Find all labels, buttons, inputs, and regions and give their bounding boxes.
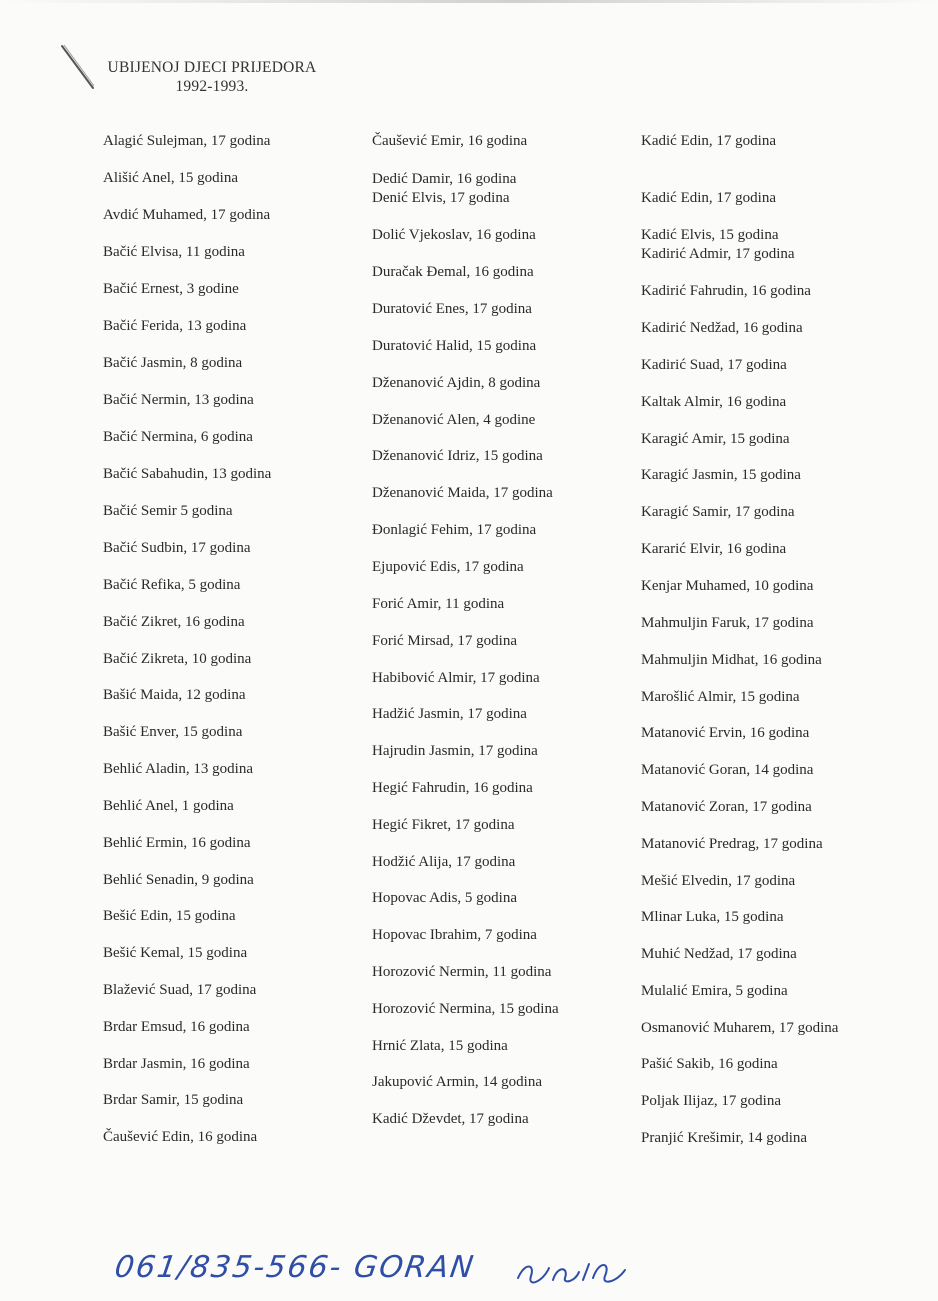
name-entry: Behlić Aladin, 13 godina <box>103 761 253 777</box>
name-entry: Bačić Nermin, 13 godina <box>103 392 254 408</box>
name-entry: Kadirić Admir, 17 godina <box>641 246 795 262</box>
name-entry: Dženanović Idriz, 15 godina <box>372 448 543 464</box>
name-entry: Hrnić Zlata, 15 godina <box>372 1038 508 1054</box>
name-entry: Matanović Ervin, 16 godina <box>641 725 810 741</box>
name-entry: Marošlić Almir, 15 godina <box>641 689 800 705</box>
name-entry: Jakupović Armin, 14 godina <box>372 1074 542 1090</box>
name-entry: Kadirić Suad, 17 godina <box>641 357 787 373</box>
name-entry: Đonlagić Fehim, 17 godina <box>372 522 537 538</box>
name-entry: Hadžić Jasmin, 17 godina <box>372 706 527 722</box>
name-entry: Dolić Vjekoslav, 16 godina <box>372 227 536 243</box>
name-entry: Karagić Jasmin, 15 godina <box>641 467 801 483</box>
name-entry: Bačić Nermina, 6 godina <box>103 429 253 445</box>
name-entry: Dženanović Maida, 17 godina <box>372 485 553 501</box>
name-entry: Duračak Đemal, 16 godina <box>372 264 534 280</box>
name-entry: Bašić Maida, 12 godina <box>103 687 246 703</box>
name-entry: Bačić Ferida, 13 godina <box>103 318 247 334</box>
signature-scribble-icon <box>513 1252 633 1292</box>
handwritten-note <box>112 1250 655 1298</box>
name-entry: Forić Amir, 11 godina <box>372 596 505 612</box>
name-entry: Behlić Ermin, 16 godina <box>103 835 251 851</box>
name-entry: Brdar Jasmin, 16 godina <box>103 1056 250 1072</box>
name-entry: Brdar Samir, 15 godina <box>103 1092 244 1108</box>
name-entry: Horozović Nermina, 15 godina <box>372 1001 559 1017</box>
name-entry: Karagić Samir, 17 godina <box>641 504 795 520</box>
name-entry: Hodžić Alija, 17 godina <box>372 854 516 870</box>
name-entry: Ejupović Edis, 17 godina <box>372 559 524 575</box>
name-entry: Mahmuljin Midhat, 16 godina <box>641 652 822 668</box>
name-entry: Čaušević Edin, 16 godina <box>103 1129 258 1145</box>
name-entry: Kadirić Fahrudin, 16 godina <box>641 283 811 299</box>
title-line-2: 1992-1993. <box>175 78 249 95</box>
name-entry: Blažević Suad, 17 godina <box>103 982 257 998</box>
name-entry: Mešić Elvedin, 17 godina <box>641 873 796 889</box>
name-entry: Bačić Ernest, 3 godine <box>103 281 239 297</box>
name-entry: Bačić Elvisa, 11 godina <box>103 244 245 260</box>
name-entry: Kararić Elvir, 16 godina <box>641 541 787 557</box>
name-entry: Habibović Almir, 17 godina <box>372 670 540 686</box>
name-entry: Dedić Damir, 16 godina <box>372 171 517 187</box>
name-entry: Bačić Semir 5 godina <box>103 503 233 519</box>
name-entry: Hopovac Adis, 5 godina <box>372 890 517 906</box>
name-entry: Kadić Elvis, 15 godina <box>641 227 779 243</box>
name-entry: Bačić Zikret, 16 godina <box>103 614 245 630</box>
title-line-1: UBIJENOJ DJECI PRIJEDORA <box>107 59 317 76</box>
name-entry: Kadić Edin, 17 godina <box>641 133 776 149</box>
document-title <box>106 58 318 96</box>
name-entry: Horozović Nermin, 11 godina <box>372 964 552 980</box>
name-entry: Mulalić Emira, 5 godina <box>641 983 788 999</box>
name-entry: Mahmuljin Faruk, 17 godina <box>641 615 814 631</box>
page-top-edge <box>0 0 938 3</box>
name-entry: Brdar Emsud, 16 godina <box>103 1019 250 1035</box>
name-entry: Kaltak Almir, 16 godina <box>641 394 787 410</box>
name-entry: Ališić Anel, 15 godina <box>103 170 238 186</box>
name-entry: Matanović Zoran, 17 godina <box>641 799 812 815</box>
name-entry: Hegić Fahrudin, 16 godina <box>372 780 533 796</box>
name-entry: Osmanović Muharem, 17 godina <box>641 1020 839 1036</box>
name-entry: Muhić Nedžad, 17 godina <box>641 946 797 962</box>
name-entry: Kadirić Nedžad, 16 godina <box>641 320 803 336</box>
name-entry: Bešić Edin, 15 godina <box>103 908 236 924</box>
name-entry: Bačić Zikreta, 10 godina <box>103 651 252 667</box>
name-entry: Hajrudin Jasmin, 17 godina <box>372 743 538 759</box>
name-entry: Bačić Refika, 5 godina <box>103 577 241 593</box>
name-entry: Kenjar Muhamed, 10 godina <box>641 578 814 594</box>
name-entry: Poljak Ilijaz, 17 godina <box>641 1093 781 1109</box>
name-entry: Behlić Anel, 1 godina <box>103 798 234 814</box>
name-entry: Duratović Enes, 17 godina <box>372 301 532 317</box>
name-entry: Mlinar Luka, 15 godina <box>641 909 784 925</box>
name-entry: Čaušević Emir, 16 godina <box>372 133 528 149</box>
name-entry: Dženanović Alen, 4 godine <box>372 412 536 428</box>
name-entry: Karagić Amir, 15 godina <box>641 431 790 447</box>
name-entry: Behlić Senadin, 9 godina <box>103 872 254 888</box>
staple-mark-icon <box>60 44 100 94</box>
name-entry: Bačić Sabahudin, 13 godina <box>103 466 272 482</box>
name-entry: Pranjić Krešimir, 14 godina <box>641 1130 808 1146</box>
name-entry: Hegić Fikret, 17 godina <box>372 817 515 833</box>
name-entry: Hopovac Ibrahim, 7 godina <box>372 927 537 943</box>
name-entry: Forić Mirsad, 17 godina <box>372 633 517 649</box>
name-entry: Matanović Goran, 14 godina <box>641 762 814 778</box>
name-entry: Bašić Enver, 15 godina <box>103 724 243 740</box>
name-entry: Bešić Kemal, 15 godina <box>103 945 248 961</box>
name-entry: Matanović Predrag, 17 godina <box>641 836 823 852</box>
name-entry: Denić Elvis, 17 godina <box>372 190 510 206</box>
name-entry: Bačić Jasmin, 8 godina <box>103 355 243 371</box>
name-entry: Dženanović Ajdin, 8 godina <box>372 375 541 391</box>
name-entry: Pašić Sakib, 16 godina <box>641 1056 778 1072</box>
name-entry: Kadić Edin, 17 godina <box>641 190 776 206</box>
handwritten-phone: 061/835-566- GORAN <box>112 1250 478 1285</box>
name-entry: Bačić Sudbin, 17 godina <box>103 540 251 556</box>
name-entry: Kadić Dževdet, 17 godina <box>372 1111 529 1127</box>
name-entry: Duratović Halid, 15 godina <box>372 338 537 354</box>
name-entry: Alagić Sulejman, 17 godina <box>103 133 271 149</box>
name-entry: Avdić Muhamed, 17 godina <box>103 207 271 223</box>
